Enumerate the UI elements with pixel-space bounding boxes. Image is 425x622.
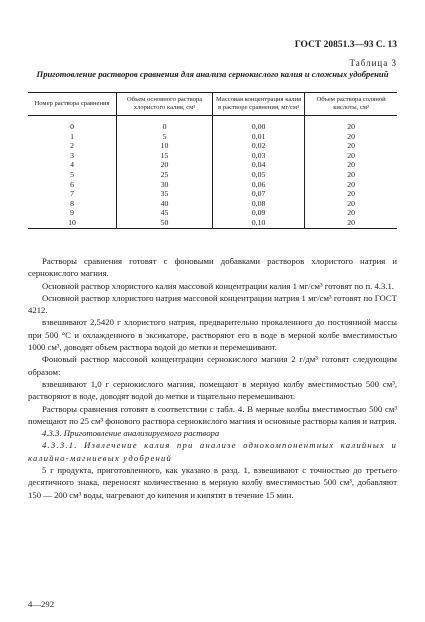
table-cell: 0,04 xyxy=(212,160,304,170)
table-cell: 45 xyxy=(117,208,213,218)
table-cell: 8 xyxy=(70,198,74,208)
table-cell: 7 xyxy=(70,189,74,199)
table-cell: 20 xyxy=(305,141,397,151)
table-cell: 20 xyxy=(305,189,397,199)
table-cell: 0,01 xyxy=(212,132,304,142)
table-cell: 6 xyxy=(70,179,74,189)
paragraph: взвешивают 1,0 г сернокислого магния, помещают в мерную колбу вместимостью 500 см³, растворяют в воде, доводят водой до метки и тщательно перемешивают. xyxy=(28,378,397,402)
paragraph: Растворы сравнения готовят в соответствии с табл. 4. В мерные колбы вместимостью 500 см³ помещают по 25 см³ фонового раствора сернокислого магния и основные растворы калия и натрия. xyxy=(28,403,397,426)
table-row xyxy=(28,132,397,142)
column-header: Массовая концентрация калия в растворе сравнения, мг/см³ xyxy=(212,93,304,116)
document-body xyxy=(28,255,397,501)
table-cell: 20 xyxy=(305,132,397,142)
table-row xyxy=(28,170,397,180)
table-cell: 20 xyxy=(305,180,397,190)
table-cell: 15 xyxy=(117,151,213,161)
paragraph: 4.3.3.1. Извлечение калия при анализе однокомпонентных калийных и калийно-магниевых удобрений xyxy=(28,440,397,463)
table-cell: 10 xyxy=(117,141,213,151)
paragraph: 5 г продукта, приготовленного, как указано в разд. 1, взвешивают с точностью до третьего десятичного знака, переносят количественно в мерную колбу вместимостью 500 см³, добавляют 150 — 200 см³ воды, нагревают до кипения и кипятят в течение 15 мин. xyxy=(28,465,397,500)
table-cell: 0,03 xyxy=(212,151,304,161)
table-row xyxy=(28,189,397,199)
table-cell: 20 xyxy=(117,160,213,170)
table-cell: 1 xyxy=(70,131,74,141)
table-cell: 5 xyxy=(117,132,213,142)
table-row xyxy=(28,180,397,190)
table-row xyxy=(28,141,397,151)
paragraph: Растворы сравнения готовят с фоновыми добавками растворов хлористого натрия и сернокислого магния. xyxy=(28,256,397,279)
page-header: ГОСТ 20851.3—93 С. 13 xyxy=(294,40,397,50)
table-cell: 0,06 xyxy=(212,180,304,190)
table-cell: 10 xyxy=(28,218,117,228)
table-cell: 30 xyxy=(117,180,213,190)
table-row xyxy=(28,160,397,170)
table-title: Приготовление растворов сравнения для анализа сернокислого калия и сложных удобрений xyxy=(36,69,389,79)
table-cell: 0,09 xyxy=(212,208,304,218)
table-cell: 0,08 xyxy=(212,199,304,209)
paragraph: Основной раствор хлористого натрия массовой концентрации натрия 1 мг/см³ готовят по ГОСТ 4212. xyxy=(28,292,397,316)
table-cell: 20 xyxy=(305,160,397,170)
paragraph: Основной раствор хлористого калия массовой концентрации калия 1 мг/см³ готовят по п. 4.3.1. xyxy=(42,280,394,291)
table-cell: 20 xyxy=(305,170,397,180)
paragraph: 4.3.3. Приготовление анализируемого раствора xyxy=(42,428,220,439)
table-cell: 0,07 xyxy=(212,189,304,199)
table-row xyxy=(28,218,397,228)
column-header: Объем раствора соляной кислоты, см³ xyxy=(305,93,397,116)
table-cell: 50 xyxy=(117,218,213,228)
table-cell: 0,05 xyxy=(212,170,304,180)
column-header: Номер раствора сравнения xyxy=(28,93,117,116)
table-row xyxy=(28,208,397,218)
table-cell: 20 xyxy=(305,208,397,218)
table-row xyxy=(28,116,397,132)
paragraph: Фоновый раствор массовой концентрации сернокислого магния 2 г/дм³ готовят следующим образом: xyxy=(28,354,397,377)
table-row xyxy=(28,151,397,161)
table-cell: 35 xyxy=(117,189,213,199)
table-body xyxy=(28,116,397,229)
table-header-row xyxy=(28,93,397,116)
table-cell: 20 xyxy=(305,151,397,161)
table-cell: 20 xyxy=(305,218,397,228)
table-cell: 0 xyxy=(70,122,74,131)
column-header: Объем основного раствора хлористого калия, см³ xyxy=(117,93,213,116)
reference-solutions-table xyxy=(28,92,397,229)
table-cell: 40 xyxy=(117,199,213,209)
table-cell: 4 xyxy=(70,160,74,170)
paragraph: взвешивают 2,5420 г хлористого натрия, предварительно прокаленного до постоянной массы при 500 °С и охлажденного в эксикаторе, растворяют его в воде в мерной колбе вместимостью 1000 см³, доводят объем раствора водой до метки и перемешивают. xyxy=(28,317,397,353)
table-cell: 25 xyxy=(117,170,213,180)
table-cell: 2 xyxy=(70,141,74,151)
table-cell: 20 xyxy=(305,199,397,209)
page-footer: 4—292 xyxy=(28,599,55,609)
table-cell: 0 xyxy=(117,116,213,132)
table-cell: 3 xyxy=(70,150,74,160)
table-cell: 9 xyxy=(70,208,74,218)
table-cell: 0,02 xyxy=(212,141,304,151)
table-cell: 20 xyxy=(305,116,397,132)
table-number: Таблица 3 xyxy=(349,58,397,68)
table-cell: 0,00 xyxy=(212,116,304,132)
table-row xyxy=(28,199,397,209)
table-cell: 0,10 xyxy=(212,218,304,228)
table-cell: 5 xyxy=(70,169,74,179)
